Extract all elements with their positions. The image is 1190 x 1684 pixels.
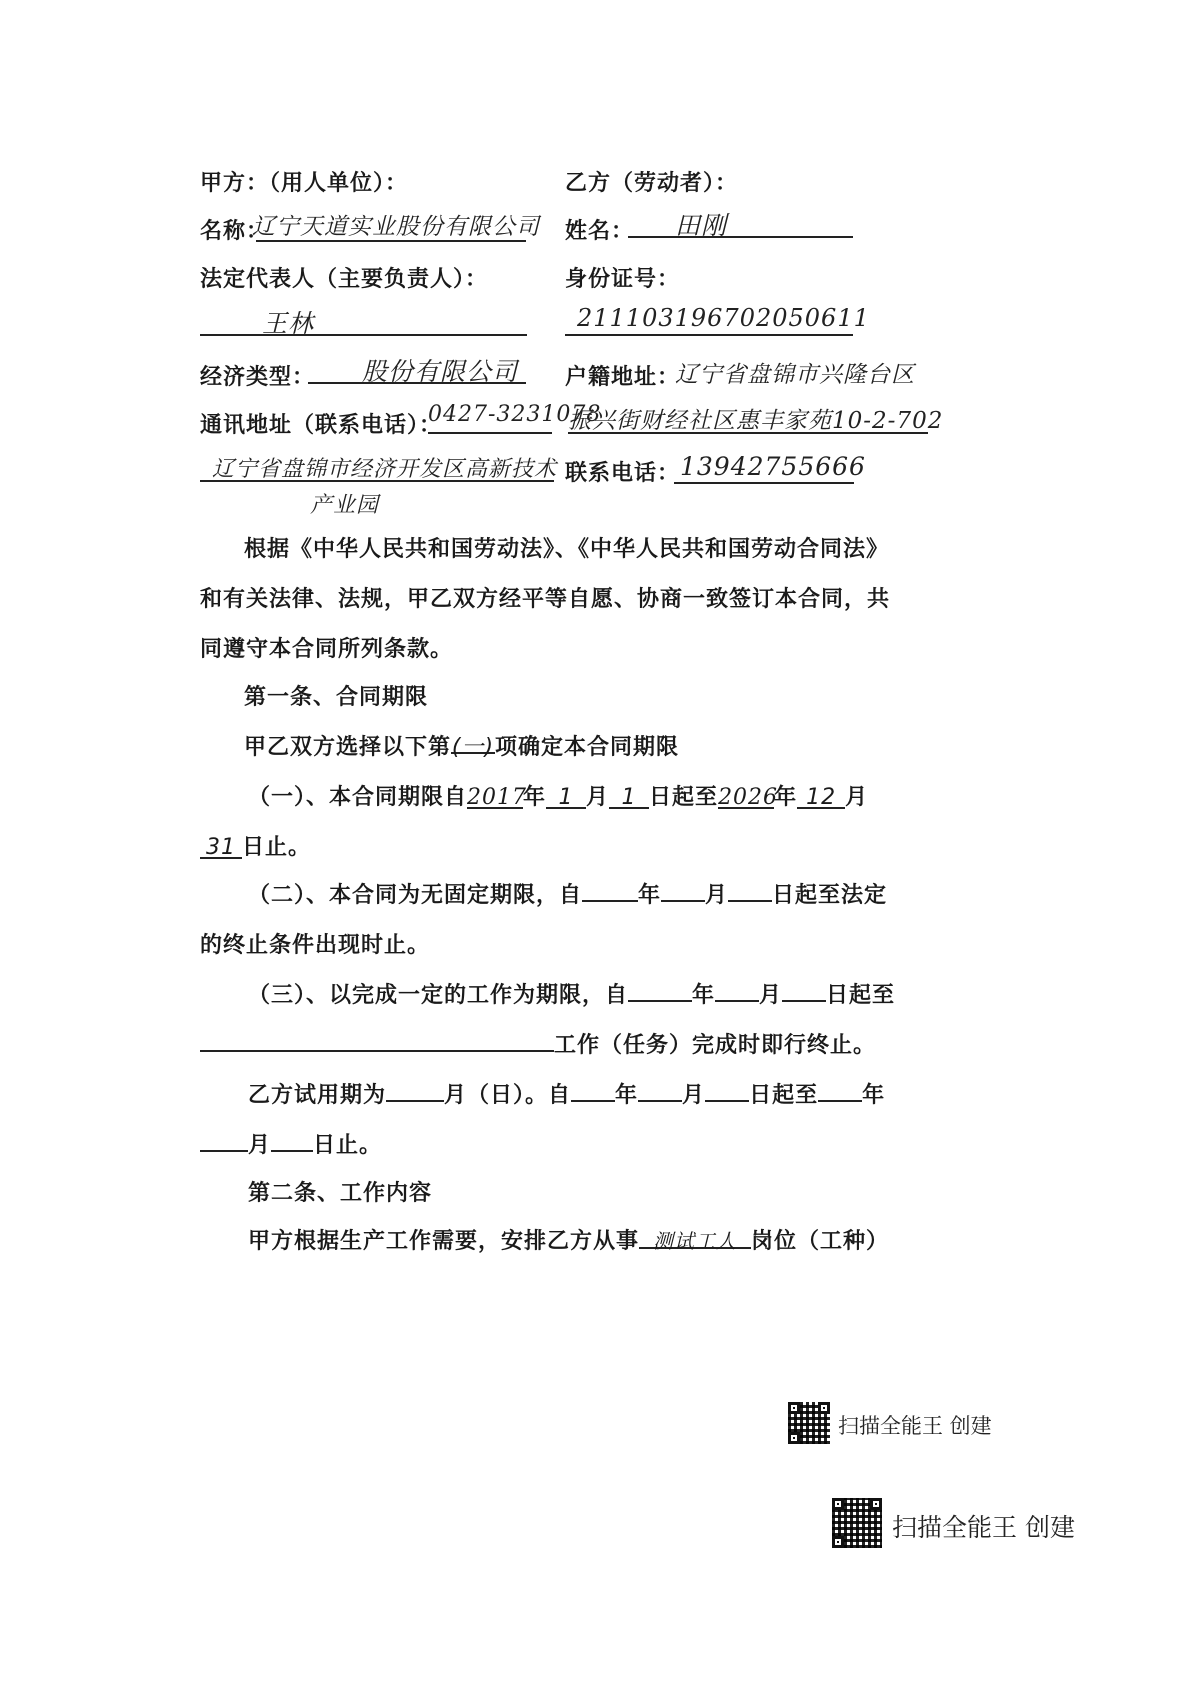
party-a-name-label: 名称： xyxy=(200,219,270,244)
article-2-line xyxy=(248,1224,889,1255)
article-2-title: 第二条、工作内容 xyxy=(248,1181,433,1206)
option-3-day-blank xyxy=(782,978,826,1002)
option-2-line-2: 的终止条件出现时止。 xyxy=(200,933,431,958)
unit-year-1: 年 xyxy=(523,785,547,810)
probation-end-day-blank xyxy=(271,1128,313,1152)
unit-month-1: 月 xyxy=(586,785,610,810)
probation-length-blank xyxy=(386,1078,444,1102)
job-value: 测试工人 xyxy=(639,1225,751,1249)
party-b-phone-value: 13942755666 xyxy=(680,452,866,481)
option-1-line-2 xyxy=(200,830,311,861)
probation-unit-month: 月 xyxy=(682,1083,706,1108)
party-b-name-underline xyxy=(628,236,853,238)
option-3-unit-year: 年 xyxy=(692,983,716,1008)
probation-line xyxy=(248,1078,885,1109)
party-a-econ-label: 经济类型： xyxy=(200,365,316,390)
party-b-id-label: 身份证号： xyxy=(565,267,681,292)
option-2-pre: （二）、本合同为无固定期限，自 xyxy=(248,883,583,908)
party-a-name-underline xyxy=(256,240,526,242)
article-1-choose xyxy=(244,730,679,761)
option-3-pre: （三）、以完成一定的工作为期限，自 xyxy=(248,983,629,1008)
party-b-hukou-underline xyxy=(568,432,928,434)
party-a-rep-underline xyxy=(200,334,527,336)
option-2-line xyxy=(248,878,887,909)
unit-day-end: 日止。 xyxy=(242,835,312,860)
probation-unit-year: 年 xyxy=(615,1083,639,1108)
option-1-start-day: 1 xyxy=(609,785,649,809)
option-3-unit-month: 月 xyxy=(759,983,783,1008)
party-b-hukou-label: 户籍地址： xyxy=(565,365,681,390)
probation-pre: 乙方试用期为 xyxy=(248,1083,387,1108)
choose-post: 项确定本合同期限 xyxy=(495,735,680,760)
option-2-day-blank xyxy=(728,878,772,902)
intro-line-2: 和有关法律、法规，甲乙双方经平等自愿、协商一致签订本合同，共 xyxy=(200,587,891,612)
party-a-phone-underline xyxy=(428,432,552,434)
option-2-post: 日起至法定 xyxy=(772,883,888,908)
option-2-unit-year: 年 xyxy=(638,883,662,908)
watermark-text-1: 扫描全能王 创建 xyxy=(838,1414,992,1438)
choose-pre: 甲乙双方选择以下第 xyxy=(244,735,452,760)
probation-day-stop: 日止。 xyxy=(313,1133,383,1158)
probation-month-blank xyxy=(638,1078,682,1102)
probation-year-blank xyxy=(571,1078,615,1102)
party-b-hukou-value: 辽宁省盘锦市兴隆台区 xyxy=(675,362,915,388)
option-1-start-month: 1 xyxy=(546,785,586,809)
option-1-end-month: 12 xyxy=(797,785,845,809)
watermark-text-2: 扫描全能王 创建 xyxy=(892,1513,1075,1542)
qr-code-icon xyxy=(788,1402,830,1444)
probation-day-blank xyxy=(705,1078,749,1102)
option-3-task-text: 工作（任务）完成时即行终止。 xyxy=(554,1033,877,1058)
intro-line-1: 根据《中华人民共和国劳动法》、《中华人民共和国劳动合同法》 xyxy=(244,537,890,562)
unit-year-2: 年 xyxy=(774,785,798,810)
party-a-addr-value: 辽宁省盘锦市经济开发区高新技术 xyxy=(212,457,558,482)
party-a-rep-label: 法定代表人（主要负责人）： xyxy=(200,267,489,292)
qr-code-icon-2 xyxy=(832,1498,882,1548)
option-2-month-blank xyxy=(661,878,705,902)
party-a-rep-value: 王林 xyxy=(262,309,315,338)
option-3-line xyxy=(248,978,895,1009)
party-b-name-value: 田刚 xyxy=(675,211,728,240)
party-a-addr-value-2: 产业园 xyxy=(310,493,380,518)
probation-unit: 月（日）。自 xyxy=(444,1083,572,1108)
probation-end-year-blank xyxy=(818,1078,862,1102)
party-a-econ-value: 股份有限公司 xyxy=(362,357,519,386)
option-3-task-blank xyxy=(200,1028,554,1052)
probation-unit-year-2: 年 xyxy=(862,1083,886,1108)
party-a-econ-underline xyxy=(308,382,526,384)
unit-month-2: 月 xyxy=(845,785,869,810)
probation-end-month-blank xyxy=(200,1128,248,1152)
article-1-title: 第一条、合同期限 xyxy=(244,685,429,710)
party-b-id-value: 211103196702050611 xyxy=(577,304,870,332)
party-a-addr-label: 通讯地址（联系电话）： xyxy=(200,413,443,438)
option-1-start-year: 2017 xyxy=(467,785,528,810)
unit-from-to: 日起至 xyxy=(649,785,719,810)
article-2-pre: 甲方根据生产工作需要，安排乙方从事 xyxy=(248,1229,640,1254)
party-b-phone-label: 联系电话： xyxy=(565,461,681,486)
option-3-month-blank xyxy=(715,978,759,1002)
party-a-addr-underline xyxy=(200,480,554,482)
party-b-id-underline xyxy=(565,334,853,336)
option-2-unit-month: 月 xyxy=(705,883,729,908)
option-3-line-2 xyxy=(200,1028,876,1059)
option-1-end-day: 31 xyxy=(200,835,242,859)
option-1-line xyxy=(248,780,868,811)
probation-day-to: 日起至 xyxy=(749,1083,819,1108)
party-a-name-value: 辽宁天道实业股份有限公司 xyxy=(252,214,540,240)
party-b-phone-underline xyxy=(674,482,854,484)
party-a-phone-value: 0427-3231078 xyxy=(428,402,602,427)
probation-unit-month-2: 月 xyxy=(248,1133,272,1158)
party-b-hukou-value-2: 振兴街财经社区惠丰家苑10-2-702 xyxy=(568,408,944,434)
party-b-name-label: 姓名： xyxy=(565,219,635,244)
article-2-post: 岗位（工种） xyxy=(751,1229,890,1254)
choose-value: (一) xyxy=(451,730,495,754)
option-2-year-blank xyxy=(582,878,638,902)
option-1-pre: （一）、本合同期限自 xyxy=(248,785,468,810)
party-a-heading: 甲方：（用人单位）： xyxy=(200,171,409,196)
option-3-year-blank xyxy=(628,978,692,1002)
party-b-heading: 乙方（劳动者）： xyxy=(565,171,739,196)
option-1-end-year: 2026 xyxy=(718,785,779,810)
probation-line-2 xyxy=(200,1128,382,1159)
option-3-post: 日起至 xyxy=(826,983,896,1008)
intro-line-3: 同遵守本合同所列条款。 xyxy=(200,637,454,662)
